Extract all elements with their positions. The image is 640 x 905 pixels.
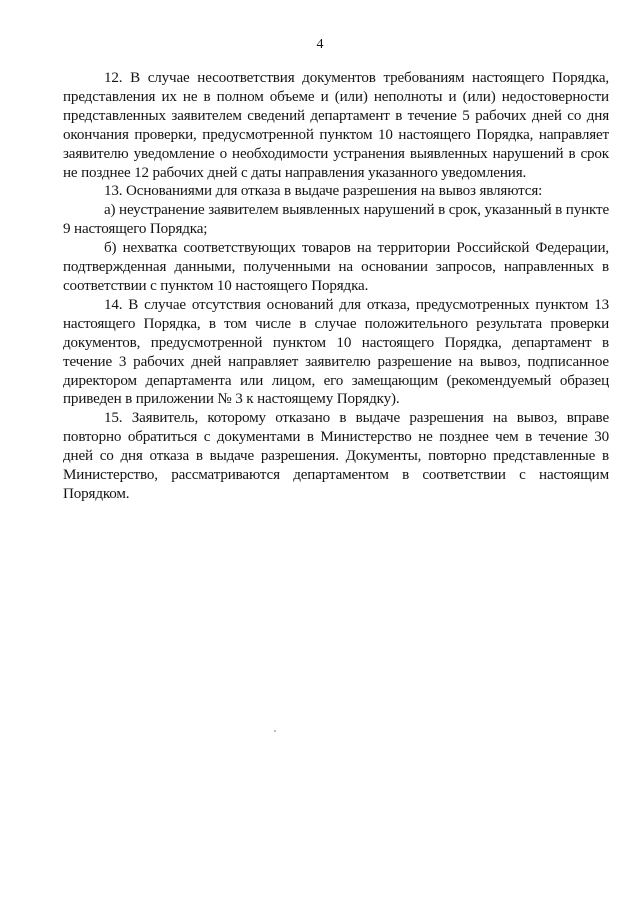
- paragraph-13-item-a: а) неустранение заявителем выявленных нарушений в срок, указанный в пункте 9 настоящего Порядка;: [63, 202, 609, 238]
- paragraph-14: 14. В случае отсутствия оснований для отказа, предусмотренных пунктом 13 настоящего Порядка, в том числе в случае положительного результата проверки документов, предусмотренной пунктом 10 настоящего Порядка, департамент в течение 3 рабочих дней направляет заявителю разрешение на вывоз, подписанное директором департамента или лицом, его замещающим (рекомендуемый образец приведен в приложении № 3 к настоящему Порядку).: [63, 296, 609, 408]
- scan-speck: [274, 730, 276, 732]
- paragraph-12: 12. В случае несоответствия документов требованиям настоящего Порядка, представления их не в полном объеме и (или) неполноты и (или) недостоверности представленных заявителем сведений департамент в течение 5 рабочих дней со дня окончания проверки, предусмотренной пунктом 10 настоящего Порядка, направляет заявителю уведомление о необходимости устранения выявленных нарушений в срок не позднее 12 рабочих дней с даты направления указанного уведомления.: [63, 70, 609, 181]
- paragraph-13-item-b: б) нехватка соответствующих товаров на территории Российской Федерации, подтвержденная данными, полученными на основании запросов, направленных в соответствии с пунктом 10 настоящего Порядка.: [63, 240, 609, 294]
- paragraph-15: 15. Заявитель, которому отказано в выдаче разрешения на вывоз, вправе повторно обратиться с документами в Министерство не позднее чем в течение 30 дней со дня отказа в выдаче разрешения. Документы, повторно представленные в Министерство, рассматриваются департаментом в соответствии с настоящим Порядком.: [63, 410, 609, 502]
- page-number: 4: [316, 37, 324, 52]
- paragraph-13: 13. Основаниями для отказа в выдаче разрешения на вывоз являются:: [104, 183, 543, 200]
- document-body: [63, 69, 609, 504]
